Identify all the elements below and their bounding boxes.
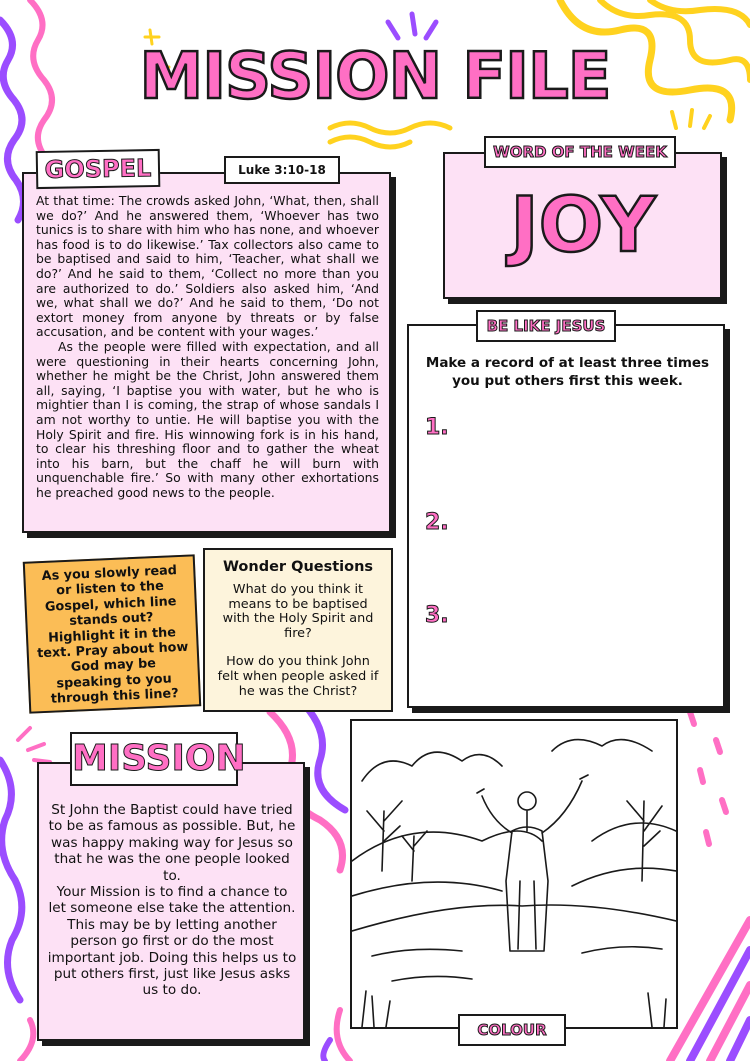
be-like-jesus-prompt: Make a record of at least three times you put others first this week. (425, 355, 710, 389)
mission-paragraph-1: St John the Baptist could have tried to be as famous as possible. But, he was happy making way for Jesus so that he was the one people looked to. (48, 802, 296, 884)
be-like-jesus-label: BE LIKE JESUS (476, 310, 616, 342)
gospel-panel (22, 172, 391, 533)
page-title: MISSION FILE (139, 40, 611, 114)
record-item-1: 1. (425, 415, 449, 440)
gospel-reference: Luke 3:10-18 (224, 156, 340, 184)
word-of-week-label: WORD OF THE WEEK (484, 136, 676, 168)
mission-text (47, 802, 297, 999)
word-of-week-word: JOY (510, 180, 656, 269)
mission-paragraph-2: Your Mission is to find a chance to let someone else take the attention. This may be by letting another person go first or do the most important job. Doing this helps us to put others first, just like Jesus asks us to do. (47, 884, 297, 999)
mission-panel (37, 762, 305, 1041)
john-baptist-illustration (352, 721, 676, 1027)
gospel-text (36, 194, 379, 500)
wonder-question-1: What do you think it means to be baptised with the Holy Spirit and fire? (222, 582, 374, 641)
gospel-paragraph-2: As the people were filled with expectation, and all were questioning in their hearts concerning John, whether he might be the Christ, John answered them all, saying, ‘I baptise you with water, but he who is mightier than I is coming, the strap of whose sandals I am not worthy to untie. He will baptise you with the Holy Spirit and fire. His winnowing fork is in his hand, to clear his threshing floor and to gather the wheat into his barn, but the chaff he will burn with unquenchable fire.’ So with many other exhortations he preached good news to the people. (36, 338, 379, 500)
wonder-questions-note (203, 548, 393, 712)
record-item-3: 3. (425, 603, 449, 628)
reflection-note (23, 554, 201, 713)
wonder-title: Wonder Questions (222, 559, 374, 575)
gospel-label: GOSPEL (36, 149, 161, 189)
colour-label: COLOUR (458, 1014, 566, 1046)
gospel-paragraph-1: At that time: The crowds asked John, ‘What, then, shall we do?’ And he answered them, ‘Whoever has two tunics is to share with him who has none, and whoever has food is to do likewise.’ Tax collectors also came to be baptised and said to him, ‘Teacher, what shall we do?’ And he said to them, ‘Collect no more than you are authorized to do.’ Soldiers also asked him, ‘And we, what shall we do?’ And he said to them, ‘Do not extort money from anyone by threats or by false accusation, and be content with your wages.’ (36, 193, 379, 340)
colouring-picture (350, 719, 678, 1029)
mission-label: MISSION (70, 732, 238, 786)
record-item-2: 2. (425, 510, 449, 535)
wonder-question-2: How do you think John felt when people asked if he was the Christ? (217, 654, 379, 699)
reflection-text: As you slowly read or listen to the Gospel, which line stands out? Highlight it in the text. Pray about how God may be speaking to you through this line? (36, 563, 189, 707)
